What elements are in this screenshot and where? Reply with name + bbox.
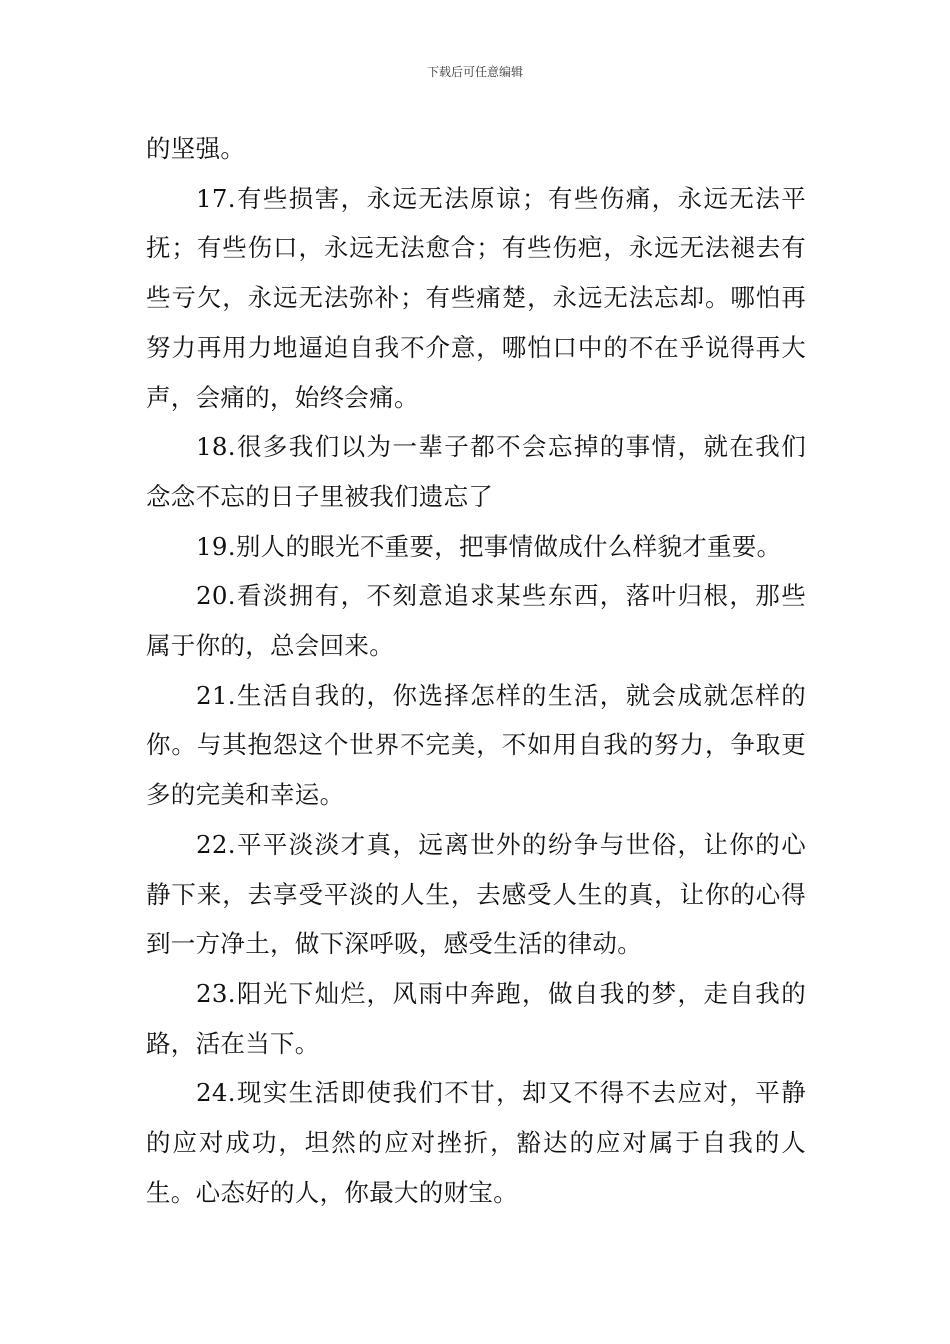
document-body [146, 124, 806, 1217]
paragraph-18: 18.很多我们以为一辈子都不会忘掉的事情，就在我们念念不忘的日子里被我们遗忘了 [146, 432, 806, 511]
paragraph-17: 17.有些损害，永远无法原谅；有些伤痛，永远无法平抚；有些伤口，永远无法愈合；有些伤疤，永远无法褪去有些亏欠，永远无法弥补；有些痛楚，永远无法忘却。哪怕再努力再用力地逼迫自我不介意，哪怕口中的不在乎说得再大声，会痛的，始终会痛。 [146, 183, 806, 412]
paragraph-22: 22.平平淡淡才真，远离世外的纷争与世俗，让你的心静下来，去享受平淡的人生，去感受人生的真，让你的心得到一方净土，做下深呼吸，感受生活的律动。 [146, 829, 806, 959]
paragraph-20: 20.看淡拥有，不刻意追求某些东西，落叶归根，那些属于你的，总会回来。 [146, 581, 806, 661]
paragraph-continuation: 的坚强。 [146, 134, 246, 163]
paragraph-19: 19.别人的眼光不重要，把事情做成什么样貌才重要。 [196, 531, 782, 561]
paragraph-23: 23.阳光下灿烂，风雨中奔跑，做自我的梦，走自我的路，活在当下。 [146, 978, 806, 1058]
paragraph-21: 21.生活自我的，你选择怎样的生活，就会成就怎样的你。与其抱怨这个世界不完美，不如用自我的努力，争取更多的完美和幸运。 [146, 680, 806, 810]
paragraph-24: 24.现实生活即使我们不甘，却又不得不去应对，平静的应对成功，坦然的应对挫折，豁达的应对属于自我的人生。心态好的人，你最大的财宝。 [146, 1078, 806, 1207]
page-header: 下载后可任意编辑 [426, 65, 523, 79]
